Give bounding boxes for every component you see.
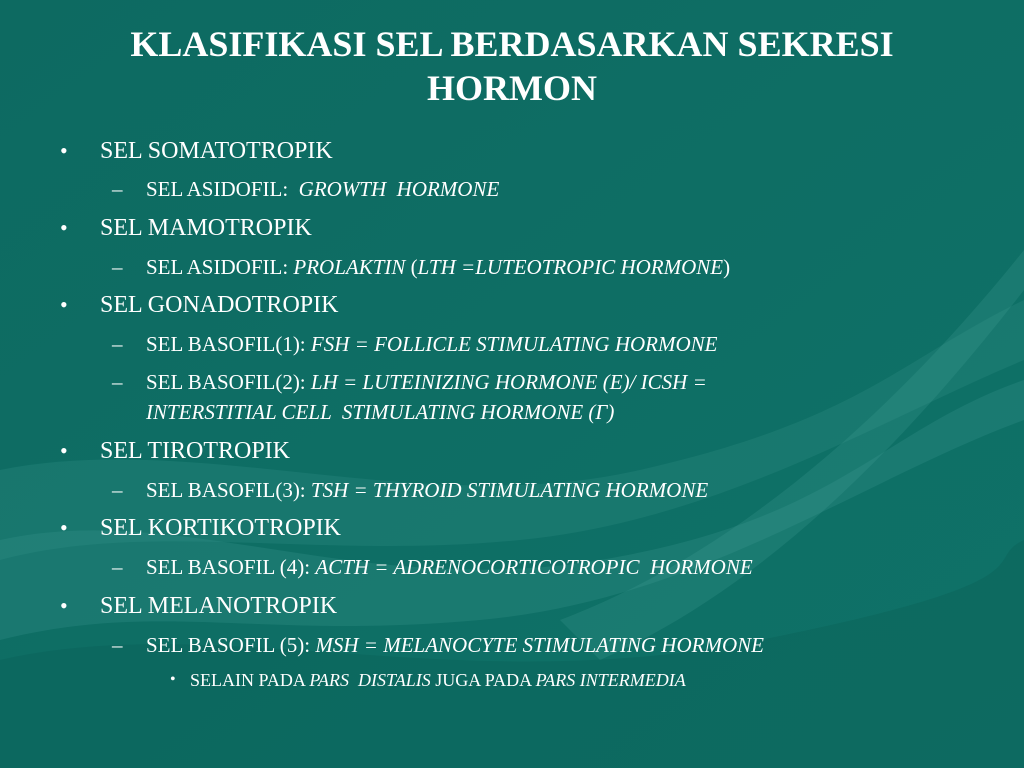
dash-icon: –	[112, 478, 123, 502]
item-heading: SEL MAMOTROPIK	[100, 215, 312, 241]
sub-hormone: GROWTH HORMONE	[298, 177, 500, 201]
item-heading: SEL TIROTROPIK	[100, 438, 291, 464]
bullet-icon: •	[60, 593, 68, 618]
dash-icon: –	[112, 177, 123, 201]
note-text: JUGA PADA	[435, 670, 532, 690]
sub-hormone: ACTH = ADRENOCORTICOTROPIC HORMONE	[315, 555, 753, 579]
sub-item	[112, 330, 718, 358]
bullet-icon: •	[60, 215, 68, 240]
sub-item	[112, 253, 731, 281]
sub-prefix: SEL ASIDOFIL:	[146, 255, 289, 279]
sub-hormone: LH = LUTEINIZING HORMONE (E)/ ICSH =	[310, 370, 707, 394]
list-item	[60, 514, 341, 542]
sub-item	[112, 476, 709, 504]
sub-prefix: SEL BASOFIL (5):	[146, 633, 311, 657]
sub-item	[112, 631, 764, 659]
dash-icon: –	[112, 370, 123, 394]
dash-icon: –	[112, 555, 123, 579]
sub-hormone: FSH = FOLLICLE STIMULATING HORMONE	[310, 332, 718, 356]
bullet-icon: •	[60, 438, 68, 463]
sub-prefix: SEL BASOFIL(1):	[146, 332, 306, 356]
sub-sub-item	[170, 668, 686, 692]
item-heading: SEL GONADOTROPIK	[100, 292, 339, 318]
note-text: SELAIN PADA	[190, 670, 305, 690]
sub-prefix: SEL ASIDOFIL:	[146, 177, 289, 201]
sub-hormone: MSH = MELANOCYTE STIMULATING HORMONE	[315, 633, 764, 657]
list-item	[60, 291, 339, 319]
note-italic: PARS DISTALIS	[309, 670, 431, 690]
bullet-icon: •	[60, 138, 68, 163]
title-line-2: HORMON	[427, 68, 597, 108]
paren-close: )	[723, 255, 731, 279]
dash-icon: –	[112, 633, 123, 657]
sub-hormone-abbrev: LTH =LUTEOTROPIC HORMONE	[417, 255, 724, 279]
sub-hormone: TSH = THYROID STIMULATING HORMONE	[310, 478, 709, 502]
item-heading: SEL KORTIKOTROPIK	[100, 515, 341, 541]
sub-prefix: SEL BASOFIL(3):	[146, 478, 306, 502]
dash-icon: –	[112, 332, 123, 356]
sub-item	[112, 175, 500, 203]
sub-item-continuation: INTERSTITIAL CELL STIMULATING HORMONE (Г)	[146, 400, 615, 424]
list-item	[60, 137, 333, 165]
bullet-icon: •	[170, 671, 176, 688]
item-heading: SEL SOMATOTROPIK	[100, 138, 333, 164]
bullet-icon: •	[60, 515, 68, 540]
bullet-icon: •	[60, 292, 68, 317]
dash-icon: –	[112, 255, 123, 279]
title-line-1: KLASIFIKASI SEL BERDASARKAN SEKRESI	[130, 24, 894, 64]
list-item	[60, 214, 312, 242]
sub-item	[112, 553, 753, 581]
sub-hormone: PROLAKTIN	[293, 255, 406, 279]
list-item	[60, 437, 291, 465]
sub-prefix: SEL BASOFIL (4):	[146, 555, 311, 579]
sub-prefix: SEL BASOFIL(2):	[146, 370, 306, 394]
item-heading: SEL MELANOTROPIK	[100, 593, 338, 619]
note-italic: PARS INTERMEDIA	[535, 670, 686, 690]
paren-open: (	[410, 255, 418, 279]
list-item	[60, 592, 338, 620]
sub-item	[112, 368, 707, 396]
